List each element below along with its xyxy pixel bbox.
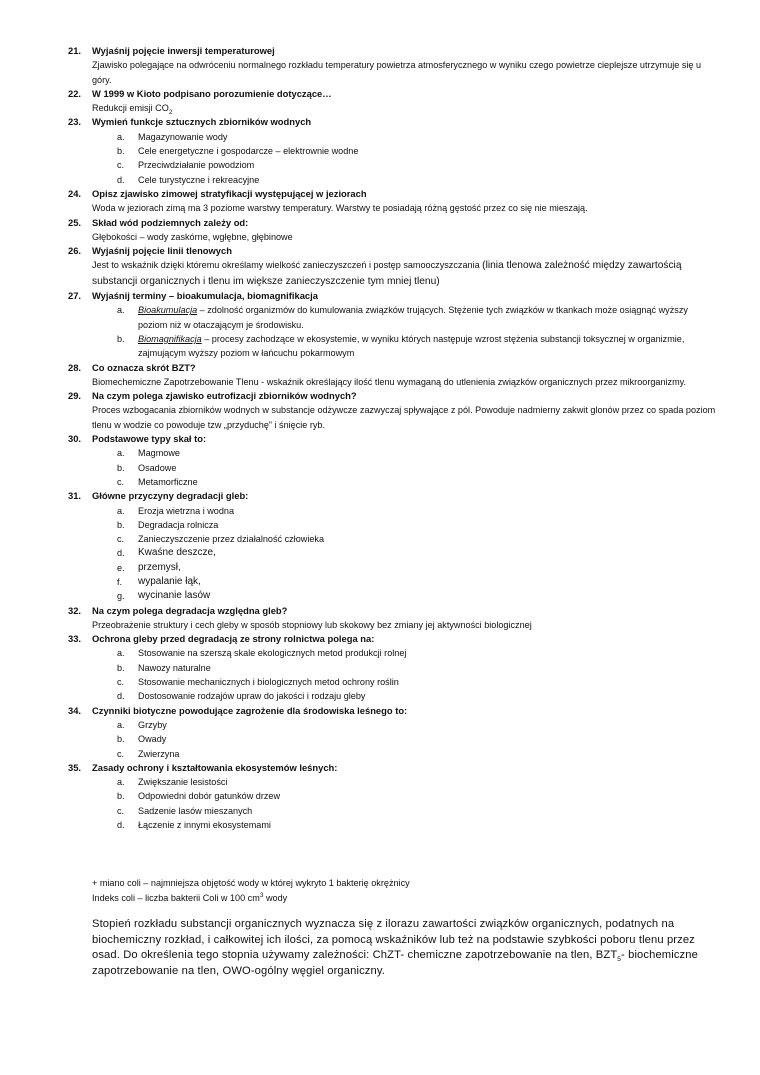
list-item: [0, 303, 760, 332]
question-25: [0, 216, 760, 245]
answer-list: [0, 303, 760, 360]
list-item: [0, 532, 760, 546]
question-title: Ochrona gleby przed degradacją ze strony rolnictwa polega na:: [92, 633, 375, 645]
list-item: [0, 130, 760, 144]
list-text: Zanieczyszczenie przez działalność człowieka: [138, 534, 324, 545]
list-letter: a.: [117, 777, 125, 788]
question-21: [0, 44, 760, 87]
list-item: [0, 804, 760, 818]
summary-paragraph: [92, 917, 718, 979]
list-letter: e.: [117, 562, 125, 573]
answer-list: [0, 718, 760, 761]
question-title: Podstawowe typy skał to:: [92, 433, 207, 445]
question-title: W 1999 w Kioto podpisano porozumienie dotyczące…: [92, 87, 332, 99]
answer-list: [0, 446, 760, 489]
question-title: Co oznacza skrót BZT?: [92, 361, 196, 373]
question-number: 21.: [68, 45, 82, 56]
question-29: [0, 389, 760, 432]
question-title: Skład wód podziemnych zależy od:: [92, 216, 249, 228]
list-text: Zwiększanie lesistości: [138, 777, 228, 788]
question-22: [0, 87, 760, 116]
definition: – zdolność organizmów do kumulowania związków trujących. Stężenie tych związków w tkankach może osiągnąć wyższy poziom niż w otaczającym je środowisku.: [138, 305, 688, 330]
list-letter: b.: [117, 734, 125, 745]
question-number: 27.: [68, 290, 82, 302]
list-item: [0, 689, 760, 703]
question-title: Wyjaśnij pojęcie inwersji temperaturowej: [92, 45, 275, 56]
question-number: 31.: [68, 490, 82, 502]
list-item: [0, 732, 760, 746]
list-letter: b.: [117, 519, 125, 530]
answer-definition: (linia tlenowa zależność między zawartością substancji organicznych i tlenu im większe zanieczyszczenie tym mniej tlenu): [92, 260, 682, 287]
answer-main: Jest to wskaźnik dzięki któremu określamy wielkość zanieczyszczeń i postęp samooczyszczania: [92, 260, 483, 271]
question-number: 24.: [68, 187, 82, 199]
answer-text: [92, 258, 718, 289]
paragraph-end: - biochemiczne zapotrzebowanie na tlen, OWO-ogólny węgiel organiczny.: [92, 949, 698, 977]
list-letter: b.: [117, 146, 125, 157]
list-item: [0, 747, 760, 761]
list-text: Cele turystyczne i rekreacyjne: [138, 174, 260, 185]
list-item: [0, 518, 760, 532]
list-letter: a.: [117, 648, 125, 659]
list-letter: d.: [117, 174, 125, 185]
answer-text: Proces wzbogacania zbiorników wodnych w substancje odżywcze zazwyczaj spływające z pól. Powoduje nadmierny zakwit glonów przez co spada poziom tlenu w wodzie co powoduje tzw „przyduchę” i śnięcie ryb.: [92, 405, 716, 430]
answer-text: Głębokości – wody zaskórne, wgłębne, głębinowe: [92, 231, 293, 242]
question-number: 26.: [68, 245, 82, 257]
question-title: Na czym polega degradacja względna gleb?: [92, 604, 288, 616]
list-item: [0, 144, 760, 158]
list-text: Osadowe: [138, 462, 177, 473]
question-number: 22.: [68, 87, 82, 99]
question-number: 33.: [68, 633, 82, 645]
answer-text: Woda w jeziorach zimą ma 3 poziome warstwy temperatury. Warstwy te posiadają różną gęstość przez co się nie mieszają.: [92, 203, 588, 214]
question-title: Opisz zjawisko zimowej stratyfikacji występującej w jeziorach: [92, 187, 367, 199]
answer-text: [92, 101, 718, 115]
list-letter: a.: [117, 719, 125, 730]
note-main: Indeks coli – liczba bakterii Coli w 100 cm: [92, 892, 260, 903]
question-30: [0, 432, 760, 489]
subscript: 2: [168, 109, 173, 116]
list-text: Cele energetyczne i gospodarcze – elektrownie wodne: [138, 146, 359, 157]
list-text: przemysł,: [138, 561, 181, 573]
list-text: Stosowanie mechanicznych i biologicznych metod ochrony roślin: [138, 677, 399, 688]
question-number: 29.: [68, 390, 82, 402]
question-23: [0, 115, 760, 186]
list-item: [0, 332, 760, 361]
list-text: Magazynowanie wody: [138, 131, 228, 142]
list-text: [138, 332, 718, 361]
list-text: Sadzenie lasów mieszanych: [138, 805, 253, 816]
list-letter: d.: [117, 820, 125, 831]
list-text: Dostosowanie rodzajów upraw do jakości i rodzaju gleby: [138, 691, 366, 702]
term: Bioakumulacja: [138, 305, 198, 316]
list-letter: c.: [117, 748, 125, 759]
list-text: Owady: [138, 734, 167, 745]
list-letter: c.: [117, 677, 125, 688]
question-number: 30.: [68, 433, 82, 445]
list-item: [0, 646, 760, 660]
question-31: [0, 489, 760, 603]
question-title: Wyjaśnij terminy – bioakumulacja, biomagnifikacja: [92, 290, 318, 302]
list-text: Metamorficzne: [138, 476, 198, 487]
list-text: wycinanie lasów: [138, 590, 211, 602]
question-number: 34.: [68, 704, 82, 716]
question-title: Wyjaśnij pojęcie linii tlenowych: [92, 245, 232, 257]
list-text: Erozja wietrzna i wodna: [138, 505, 235, 516]
question-number: 25.: [68, 216, 82, 228]
question-28: [0, 361, 760, 390]
list-text: Magmowe: [138, 448, 180, 459]
list-letter: f.: [117, 576, 123, 587]
paragraph-main: Stopień rozkładu substancji organicznych wyznacza się z ilorazu zawartości związków organicznych, podatnych na biochemiczny rozkład, i całkowitej ich ilości, za pomocą wskaźników lub też na podstawie szybkości poboru tlenu przez osad. Do określenia tego stopnia używamy zależności: ChZT- chemiczne zapotrzebowanie na tlen, BZT: [92, 918, 695, 962]
answer-list: [0, 130, 760, 187]
question-32: [0, 604, 760, 633]
question-title: Na czym polega zjawisko eutrofizacji zbiorników wodnych?: [92, 390, 357, 402]
list-text: Degradacja rolnicza: [138, 519, 219, 530]
list-item: [0, 575, 760, 589]
list-item: [0, 504, 760, 518]
list-item: [0, 173, 760, 187]
list-letter: d.: [117, 548, 125, 559]
answer-main: Redukcji emisji CO: [92, 103, 169, 114]
list-letter: b.: [117, 462, 125, 473]
note-end: wody: [263, 892, 288, 903]
list-item: [0, 789, 760, 803]
list-item: [0, 446, 760, 460]
list-text: Odpowiedni dobór gatunków drzew: [138, 791, 281, 802]
list-text: Grzyby: [138, 719, 167, 730]
list-text: Łączenie z innymi ekosystemami: [138, 820, 271, 831]
list-letter: c.: [117, 160, 125, 171]
list-text: Nawozy naturalne: [138, 662, 211, 673]
term: Biomagnifikacja: [138, 333, 202, 344]
question-title: Główne przyczyny degradacji gleb:: [92, 490, 249, 502]
list-letter: a.: [117, 131, 125, 142]
note-indeks-coli: [92, 891, 410, 906]
list-letter: b.: [117, 333, 125, 344]
question-number: 28.: [68, 361, 82, 373]
question-number: 23.: [68, 116, 82, 128]
list-item: [0, 546, 760, 560]
list-item: [0, 561, 760, 575]
document-page: [0, 44, 760, 832]
subscript: 5: [617, 956, 622, 964]
answer-list: [0, 646, 760, 703]
notes: [92, 876, 410, 905]
question-33: [0, 632, 760, 703]
list-item: [0, 158, 760, 172]
list-letter: g.: [117, 591, 125, 602]
answer-text: Zjawisko polegające na odwróceniu normalnego rozkładu temperatury powietrza atmosferycznego w wyniku czego powietrze cieplejsze utrzymuje się u góry.: [92, 60, 702, 85]
list-text: wypalanie łąk,: [138, 575, 201, 587]
note-miano-coli: + miano coli – najmniejsza objętość wody w której wykryto 1 bakterię okrężnicy: [92, 878, 410, 888]
list-item: [0, 461, 760, 475]
list-letter: b.: [117, 791, 125, 802]
list-text: Stosowanie na szerszą skale ekologicznych metod produkcji rolnej: [138, 648, 407, 659]
superscript: 3: [259, 891, 264, 899]
list-item: [0, 818, 760, 832]
list-item: [0, 589, 760, 603]
list-letter: c.: [117, 476, 125, 487]
list-text: [138, 303, 718, 332]
list-letter: a.: [117, 448, 125, 459]
list-text: Zwierzyna: [138, 748, 180, 759]
question-26: [0, 244, 760, 289]
list-letter: c.: [117, 534, 125, 545]
list-letter: b.: [117, 662, 125, 673]
list-item: [0, 675, 760, 689]
question-number: 32.: [68, 604, 82, 616]
answer-text: Przeobrażenie struktury i cech gleby w sposób stopniowy lub skokowy bez zmiany jej aktywności biologicznej: [92, 619, 532, 630]
list-letter: c.: [117, 805, 125, 816]
list-item: [0, 661, 760, 675]
answer-list: [0, 504, 760, 604]
question-35: [0, 761, 760, 832]
definition: – procesy zachodzące w ekosystemie, w wyniku których następuje wzrost stężenia substancji toksycznej w organizmie, zajmującym wyższy poziom w łańcuchu pokarmowym: [138, 333, 685, 359]
question-34: [0, 704, 760, 761]
question-27: [0, 289, 760, 360]
answer-text: Biomechemiczne Zapotrzebowanie Tlenu - wskaźnik określający ilość tlenu wymaganą do utlenienia związków organicznych przez mikroorganizmy.: [92, 376, 687, 387]
answer-list: [0, 775, 760, 832]
question-number: 35.: [68, 761, 82, 773]
list-letter: a.: [117, 305, 125, 316]
list-letter: d.: [117, 691, 125, 702]
list-text: Kwaśne deszcze,: [138, 547, 216, 559]
question-24: [0, 187, 760, 216]
list-text: Przeciwdziałanie powodziom: [138, 160, 255, 171]
list-item: [0, 718, 760, 732]
question-title: Czynniki biotyczne powodujące zagrożenie dla środowiska leśnego to:: [92, 704, 408, 716]
list-letter: a.: [117, 505, 125, 516]
list-item: [0, 475, 760, 489]
question-title: Zasady ochrony i kształtowania ekosystemów leśnych:: [92, 761, 338, 773]
list-item: [0, 775, 760, 789]
question-title: Wymień funkcje sztucznych zbiorników wodnych: [92, 116, 312, 128]
